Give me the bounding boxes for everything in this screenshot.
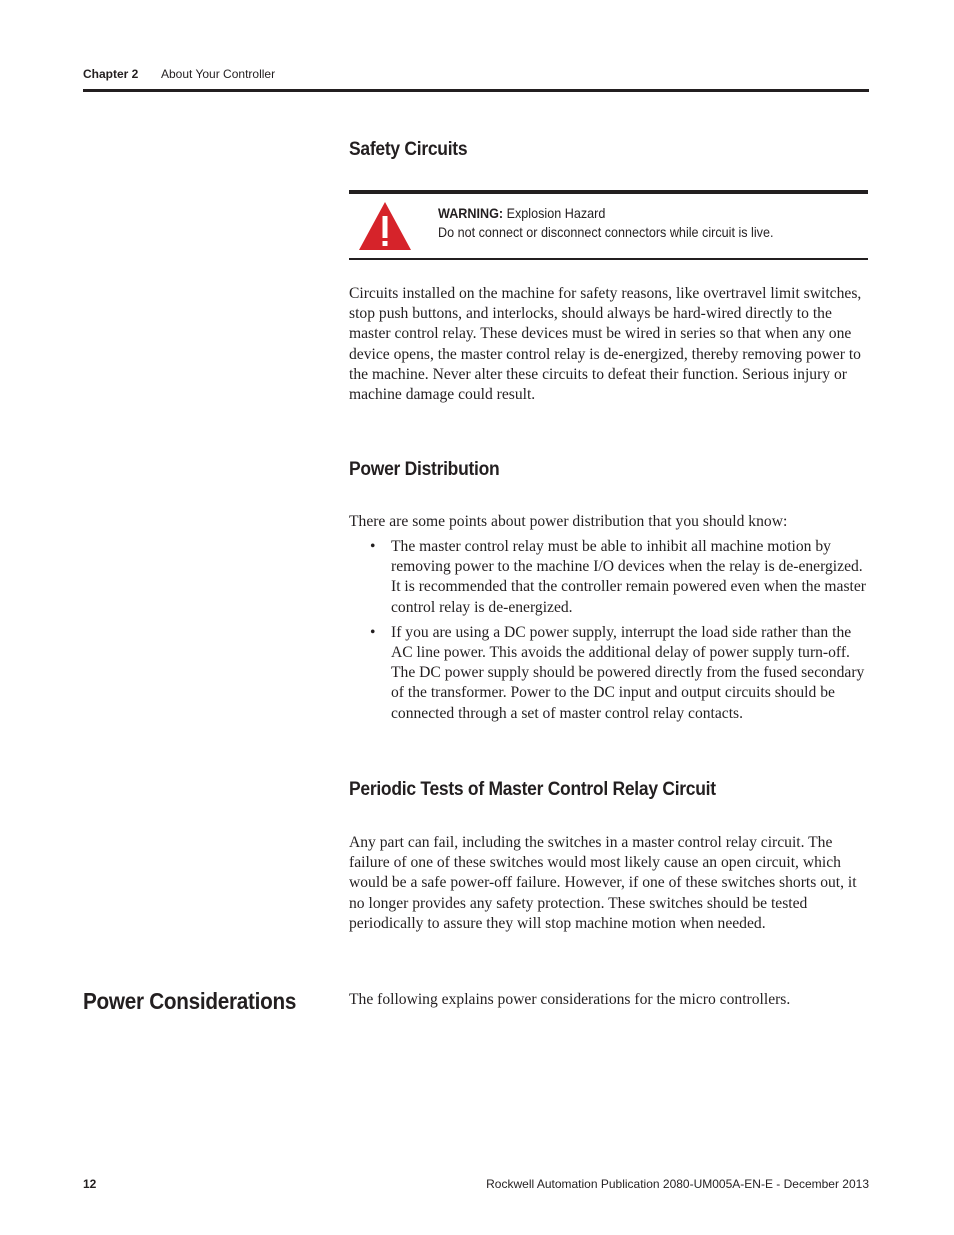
section-heading-periodic-tests: Periodic Tests of Master Control Relay Circuit [349,779,716,800]
header-rule [83,89,869,92]
power-distribution-intro: There are some points about power distribution that you should know: [349,513,788,530]
list-item: • If you are using a DC power supply, interrupt the load side rather than the AC line power. This avoids the additional delay of power supply turn-off. The DC power supply should be powered directly from the fused secondary of the transformer. Power to the DC input and output circuits should be connected through a set of master control relay contacts. [370,623,865,722]
list-item-text: The master control relay must be able to inhibit all machine motion by removing power to the machine I/O devices when the relay is de-energized. It is recommended that the controller remain powered even when the master control relay is de-energized. [391,538,866,616]
section-heading-safety-circuits: Safety Circuits [349,139,468,160]
periodic-tests-paragraph: Any part can fail, including the switches in a master control relay circuit. The failure of one of these switches would most likely cause an open circuit, which would be a safe power-off failure. However, if one of these switches shorts out, it no longer provides any safety protection. These switches should be tested periodically to assure they will stop machine motion when needed. [349,834,857,932]
warning-text [438,204,773,242]
section-heading-power-considerations: Power Considerations [83,988,297,1014]
chapter-title: About Your Controller [161,67,276,81]
list-item-text: If you are using a DC power supply, interrupt the load side rather than the AC line power. This avoids the additional delay of power supply turn-off. The DC power supply should be powered directly from the fused secondary of the transformer. Power to the DC input and output circuits should be connected through a set of master control relay contacts. [391,623,865,722]
warning-label: WARNING: [438,205,504,221]
section-heading-power-distribution: Power Distribution [349,459,500,480]
power-distribution-list [349,537,869,729]
list-item: • The master control relay must be able to inhibit all machine motion by removing power to the machine I/O devices when the relay is de-energized. It is recommended that the controller remain powered even when the master control relay is de-energized. [370,538,866,616]
warning-message: Do not connect or disconnect connectors while circuit is live. [438,224,774,240]
warning-box [349,190,868,260]
warning-title: Explosion Hazard [506,205,606,221]
running-header [83,66,275,82]
safety-circuits-paragraph: Circuits installed on the machine for safety reasons, like overtravel limit switches, stop push buttons, and interlocks, should always be hard-wired directly to the master control relay. These devices must be wired in series so that when any one device opens, the master control relay is de-energized, thereby removing power to the machine. Never alter these circuits to defeat their function. Serious injury or machine damage could result. [349,285,862,404]
warning-triangle-icon [357,200,413,252]
page-number: 12 [83,1177,97,1191]
chapter-number: Chapter 2 [83,67,139,81]
power-considerations-paragraph: The following explains power considerations for the micro controllers. [349,991,791,1008]
publication-info: Rockwell Automation Publication 2080-UM005A-EN-E - December 2013 [486,1177,869,1191]
